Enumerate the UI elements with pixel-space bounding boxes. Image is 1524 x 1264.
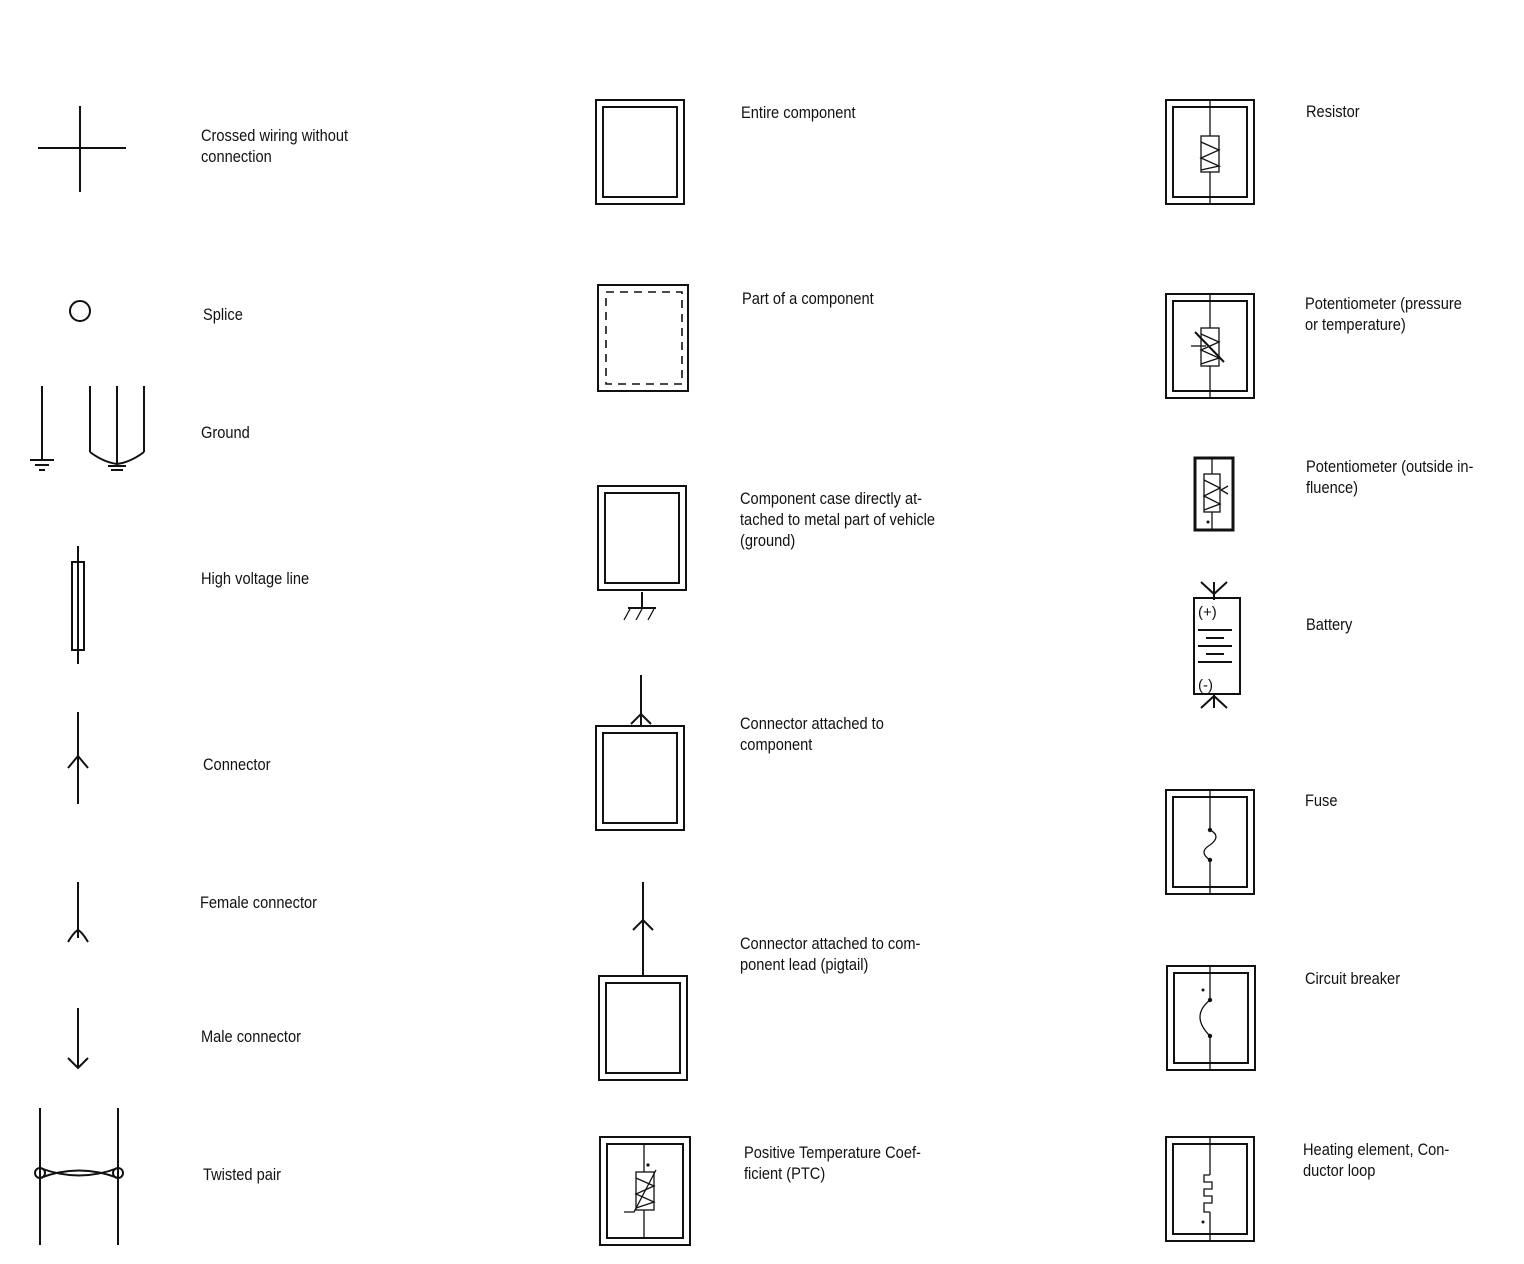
label-line: Connector (203, 755, 271, 774)
label-line: Positive Temperature Coef- (744, 1143, 921, 1162)
label-splice (203, 304, 243, 325)
label-line: Circuit breaker (1305, 969, 1401, 988)
entire-component-symbol (596, 100, 684, 204)
label-line: Crossed wiring without (201, 126, 349, 145)
label-connector-attached-component (740, 713, 884, 755)
battery-minus-terminal: (-) (1198, 677, 1213, 694)
label-line: Female connector (200, 893, 318, 912)
label-component-case-ground (740, 488, 935, 551)
crossed-wiring-symbol (38, 106, 126, 192)
label-line: Ground (201, 423, 250, 442)
label-circuit-breaker (1305, 968, 1400, 989)
connector-attached-component-symbol (596, 675, 684, 830)
twisted-pair-symbol (35, 1108, 123, 1245)
resistor-symbol (1166, 100, 1254, 204)
label-line: fluence) (1306, 478, 1359, 497)
label-female-connector (200, 892, 317, 913)
label-part-of-component (742, 288, 874, 309)
label-connector-pigtail (740, 933, 920, 975)
label-connector (203, 754, 270, 775)
high-voltage-line-symbol (72, 546, 84, 664)
label-line: Male connector (201, 1027, 301, 1046)
label-line: component (740, 735, 813, 754)
label-line: ponent lead (pigtail) (740, 955, 869, 974)
label-crossed-wiring (201, 125, 348, 167)
label-potentiometer-outside (1306, 456, 1473, 498)
battery-symbol (1194, 582, 1240, 708)
label-line: Heating element, Con- (1303, 1140, 1450, 1159)
label-line: Part of a component (742, 289, 874, 308)
component-case-ground-symbol (598, 486, 686, 620)
label-twisted-pair (203, 1164, 281, 1185)
label-line: or temperature) (1305, 315, 1406, 334)
label-line: Splice (203, 305, 243, 324)
splice-symbol (70, 301, 90, 321)
label-fuse (1305, 790, 1338, 811)
label-line: tached to metal part of vehicle (740, 510, 936, 529)
label-line: Connector attached to com- (740, 934, 921, 953)
label-line: Fuse (1305, 791, 1338, 810)
potentiometer-pressure-symbol (1166, 294, 1254, 398)
heating-element-symbol (1166, 1137, 1254, 1241)
ptc-symbol (600, 1137, 690, 1245)
label-line: Component case directly at- (740, 489, 923, 508)
label-ground (201, 422, 250, 443)
connector-symbol (68, 712, 88, 804)
label-line: Potentiometer (pressure (1305, 294, 1462, 313)
label-line: Potentiometer (outside in- (1306, 457, 1474, 476)
label-line: High voltage line (201, 569, 310, 588)
label-line: ductor loop (1303, 1161, 1376, 1180)
label-line: (ground) (740, 531, 796, 550)
male-connector-symbol (68, 1008, 88, 1068)
label-line: Connector attached to (740, 714, 884, 733)
label-battery (1306, 614, 1352, 635)
label-ptc (744, 1142, 921, 1184)
ground-symbol (30, 386, 144, 470)
label-line: ficient (PTC) (744, 1164, 826, 1183)
connector-pigtail-symbol (599, 882, 687, 1080)
battery-plus-terminal: (+) (1198, 604, 1217, 621)
fuse-symbol (1166, 790, 1254, 894)
female-connector-symbol (68, 882, 88, 942)
label-line: Twisted pair (203, 1165, 282, 1184)
label-line: Battery (1306, 615, 1353, 634)
label-entire-component (741, 102, 856, 123)
circuit-breaker-symbol (1167, 966, 1255, 1070)
label-line: connection (201, 147, 272, 166)
label-high-voltage-line (201, 568, 309, 589)
label-line: Entire component (741, 103, 856, 122)
label-line: Resistor (1306, 102, 1360, 121)
label-resistor (1306, 101, 1360, 122)
label-potentiometer-pressure (1305, 293, 1462, 335)
label-heating-element (1303, 1139, 1449, 1181)
label-male-connector (201, 1026, 301, 1047)
potentiometer-outside-symbol (1195, 458, 1233, 530)
part-of-component-symbol (598, 285, 688, 391)
